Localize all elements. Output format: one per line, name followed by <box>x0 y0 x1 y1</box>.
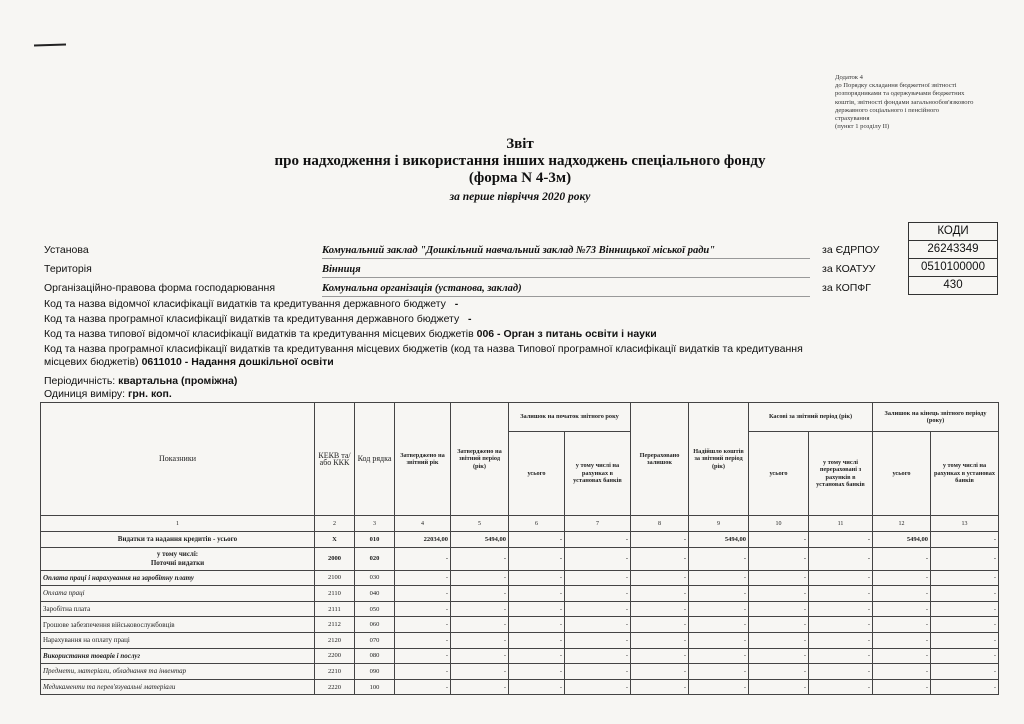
koatuu-label: за КОАТУУ <box>822 263 876 275</box>
cell-c8: - <box>631 586 689 602</box>
underline <box>322 258 810 259</box>
cell-c12: - <box>873 679 931 695</box>
col-cash-transferred: у тому числі перераховані з рахунків в установах банків <box>809 432 873 516</box>
cell-c5: 5494,00 <box>451 532 509 548</box>
cell-c12: - <box>873 664 931 680</box>
appendix-line: Додаток 4 <box>835 74 863 81</box>
col-cash-expenditures: Касові за звітний період (рік) <box>749 403 873 432</box>
cell-c4: 22034,00 <box>395 532 451 548</box>
cell-c6: - <box>509 601 565 617</box>
cell-c8: - <box>631 632 689 648</box>
cell-c6: - <box>509 648 565 664</box>
row-label: Видатки та надання кредитів - усього <box>41 532 315 548</box>
report-period: за перше півріччя 2020 року <box>449 191 591 203</box>
programna-label: Код та назва програмної класифікації видатків та кредитування державного бюджету <box>44 313 460 325</box>
cell-c8: - <box>631 547 689 570</box>
cell-kekv: 2100 <box>315 570 355 586</box>
cell-c12: - <box>873 547 931 570</box>
cell-c10: - <box>749 679 809 695</box>
cell-c8: - <box>631 664 689 680</box>
cell-c10: - <box>749 632 809 648</box>
unit-label: Одиниця виміру: <box>44 388 126 400</box>
col-transferred: Перераховано залишок <box>631 403 689 516</box>
org-form-value: Комунальна організація (установа, заклад) <box>322 283 522 294</box>
codes-box <box>908 222 998 295</box>
col-received: Надійшло коштів за звітний період (рік) <box>689 403 749 516</box>
cell-c13: - <box>931 664 999 680</box>
cell-c11: - <box>809 586 873 602</box>
cell-c4: - <box>395 570 451 586</box>
corner-pen-mark <box>34 43 66 46</box>
org-form-row <box>44 282 522 295</box>
table-row <box>41 648 999 664</box>
cell-c5: - <box>451 632 509 648</box>
cell-code: 020 <box>355 547 395 570</box>
cell-c10: - <box>749 532 809 548</box>
cell-c8: - <box>631 617 689 633</box>
cell-c9: - <box>689 648 749 664</box>
cell-kekv: 2120 <box>315 632 355 648</box>
cell-code: 010 <box>355 532 395 548</box>
cell-kekv: 2111 <box>315 601 355 617</box>
cell-c6: - <box>509 679 565 695</box>
periodicity-label: Періодичність: <box>44 375 116 387</box>
appendix-line: страхування <box>835 115 870 123</box>
cell-c10: - <box>749 664 809 680</box>
title-line-1: Звіт <box>506 136 534 152</box>
cell-c13: - <box>931 648 999 664</box>
col-number: 13 <box>931 516 999 532</box>
col-indicators: Показники <box>41 403 315 516</box>
koatuu-code: 0510100000 <box>909 259 997 277</box>
cell-c12: - <box>873 617 931 633</box>
row-label: Предмети, матеріали, обладнання та інвентар <box>41 664 315 680</box>
table-row <box>41 586 999 602</box>
cell-c9: - <box>689 601 749 617</box>
table-row <box>41 632 999 648</box>
cell-c8: - <box>631 679 689 695</box>
institution-row <box>44 244 715 257</box>
cell-kekv: 2200 <box>315 648 355 664</box>
cell-c4: - <box>395 617 451 633</box>
cell-c9: - <box>689 586 749 602</box>
row-label: Грошове забезпечення військовослужбовців <box>41 617 315 633</box>
table-row <box>41 601 999 617</box>
cell-c7: - <box>565 632 631 648</box>
cell-c6: - <box>509 617 565 633</box>
col-balance-end: Залишок на кінець звітного періоду (року) <box>873 403 999 432</box>
cell-kekv: 2110 <box>315 586 355 602</box>
institution-label: Установа <box>44 244 89 256</box>
cell-c10: - <box>749 617 809 633</box>
col-number: 5 <box>451 516 509 532</box>
col-number: 4 <box>395 516 451 532</box>
cell-c8: - <box>631 648 689 664</box>
cell-c6: - <box>509 664 565 680</box>
cell-code: 060 <box>355 617 395 633</box>
cell-c11: - <box>809 648 873 664</box>
cell-c10: - <box>749 570 809 586</box>
cell-code: 030 <box>355 570 395 586</box>
column-numbers-row <box>41 516 999 532</box>
cell-c6: - <box>509 532 565 548</box>
table-row <box>41 664 999 680</box>
cell-kekv: 2000 <box>315 547 355 570</box>
cell-c7: - <box>565 570 631 586</box>
report-table <box>40 402 999 695</box>
col-cash-total: усього <box>749 432 809 516</box>
cell-c9: 5494,00 <box>689 532 749 548</box>
cell-code: 100 <box>355 679 395 695</box>
cell-c8: - <box>631 532 689 548</box>
appendix-note <box>835 74 1010 131</box>
table-row <box>41 532 999 548</box>
typova-vidomcha-value: 006 - Орган з питань освіти і науки <box>476 328 657 340</box>
col-balance-start-total: усього <box>509 432 565 516</box>
vidomcha-row <box>44 298 458 311</box>
col-number: 2 <box>315 516 355 532</box>
row-label: Використання товарів і послуг <box>41 648 315 664</box>
cell-kekv: 2210 <box>315 664 355 680</box>
cell-c13: - <box>931 601 999 617</box>
cell-code: 090 <box>355 664 395 680</box>
territory-row <box>44 263 361 276</box>
cell-c12: - <box>873 601 931 617</box>
title-line-3: (форма N 4-3м) <box>468 170 572 186</box>
periodicity-row <box>44 375 237 388</box>
org-form-label: Організаційно-правова форма господарювання <box>44 282 275 294</box>
cell-c9: - <box>689 632 749 648</box>
col-number: 11 <box>809 516 873 532</box>
appendix-line: коштів, звітності фондами загальнообов'язкового <box>835 98 974 106</box>
col-kekv: КЕКВ та/або ККК <box>315 403 355 516</box>
row-label: Оплата праці <box>41 586 315 602</box>
cell-c7: - <box>565 547 631 570</box>
cell-c12: - <box>873 586 931 602</box>
kopfg-code: 430 <box>909 277 997 295</box>
cell-code: 080 <box>355 648 395 664</box>
col-number: 6 <box>509 516 565 532</box>
cell-c8: - <box>631 570 689 586</box>
cell-c7: - <box>565 679 631 695</box>
table-row <box>41 617 999 633</box>
cell-c5: - <box>451 648 509 664</box>
underline <box>322 277 810 278</box>
row-label: Нарахування на оплату праці <box>41 632 315 648</box>
cell-c6: - <box>509 632 565 648</box>
vidomcha-label: Код та назва відомчої класифікації видатків та кредитування державного бюджету <box>44 298 446 310</box>
cell-c5: - <box>451 586 509 602</box>
underline <box>322 296 810 297</box>
kopfg-label: за КОПФГ <box>822 282 871 294</box>
cell-c5: - <box>451 679 509 695</box>
programna-mb-row <box>44 343 824 369</box>
cell-c12: - <box>873 632 931 648</box>
header-row-1 <box>41 403 999 432</box>
cell-c13: - <box>931 632 999 648</box>
cell-c5: - <box>451 617 509 633</box>
programna-value: - <box>468 313 472 325</box>
cell-c6: - <box>509 547 565 570</box>
cell-c4: - <box>395 547 451 570</box>
col-balance-end-banks: у тому числі на рахунках в установах банків <box>931 432 999 516</box>
cell-c11: - <box>809 601 873 617</box>
periodicity-value: квартальна (проміжна) <box>118 375 238 387</box>
vidomcha-value: - <box>454 298 459 310</box>
col-number: 1 <box>41 516 315 532</box>
col-number: 10 <box>749 516 809 532</box>
cell-c5: - <box>451 601 509 617</box>
appendix-line: державного соціального і пенсійного <box>835 106 940 114</box>
cell-c7: - <box>565 586 631 602</box>
cell-c9: - <box>689 547 749 570</box>
cell-c4: - <box>395 601 451 617</box>
cell-c13: - <box>931 617 999 633</box>
row-label: Заробітна плата <box>41 601 315 617</box>
cell-c11: - <box>809 547 873 570</box>
cell-c7: - <box>565 601 631 617</box>
row-label: Оплата праці і нарахування на заробітну плату <box>41 570 315 586</box>
cell-c10: - <box>749 547 809 570</box>
col-number: 9 <box>689 516 749 532</box>
cell-c12: 5494,00 <box>873 532 931 548</box>
report-title <box>0 136 1024 203</box>
cell-c5: - <box>451 547 509 570</box>
cell-c11: - <box>809 570 873 586</box>
cell-c12: - <box>873 570 931 586</box>
unit-row <box>44 388 172 401</box>
cell-c5: - <box>451 664 509 680</box>
cell-c11: - <box>809 532 873 548</box>
edrpou-code: 26243349 <box>909 241 997 259</box>
cell-c4: - <box>395 586 451 602</box>
cell-code: 050 <box>355 601 395 617</box>
appendix-line: (пункт 1 розділу II) <box>835 123 890 131</box>
cell-c13: - <box>931 570 999 586</box>
programna-mb-label: Код та назва програмної класифікації видатків та кредитування місцевих бюджетів (код та назва Типової програмної класифікації видатків та кредитування місцевих бюджетів) <box>44 343 803 368</box>
col-approved-period: Затверджено на звітний період (рік) <box>451 403 509 516</box>
cell-c4: - <box>395 679 451 695</box>
cell-c8: - <box>631 601 689 617</box>
table-row <box>41 547 999 570</box>
programna-mb-value: 0611010 - Надання дошкільної освіти <box>141 356 334 368</box>
cell-c7: - <box>565 648 631 664</box>
col-number: 8 <box>631 516 689 532</box>
cell-c13: - <box>931 532 999 548</box>
cell-c7: - <box>565 617 631 633</box>
row-label: Медикаменти та перев'язувальні матеріали <box>41 679 315 695</box>
col-number: 3 <box>355 516 395 532</box>
appendix-line: розпорядниками та одержувачами бюджетних <box>835 90 965 98</box>
col-number: 7 <box>565 516 631 532</box>
table-body <box>41 532 999 695</box>
cell-c11: - <box>809 679 873 695</box>
cell-c9: - <box>689 570 749 586</box>
table-row <box>41 570 999 586</box>
cell-c13: - <box>931 586 999 602</box>
cell-c10: - <box>749 601 809 617</box>
title-line-2: про надходження і використання інших надходжень спеціального фонду <box>274 153 766 169</box>
cell-c12: - <box>873 648 931 664</box>
table-row <box>41 679 999 695</box>
cell-kekv: 2220 <box>315 679 355 695</box>
cell-c13: - <box>931 547 999 570</box>
col-number: 12 <box>873 516 931 532</box>
col-approved-year: Затверджено на звітний рік <box>395 403 451 516</box>
territory-value: Вінниця <box>322 264 361 275</box>
cell-c4: - <box>395 664 451 680</box>
col-balance-start: Залишок на початок звітного року <box>509 403 631 432</box>
cell-c10: - <box>749 648 809 664</box>
cell-c11: - <box>809 617 873 633</box>
cell-c9: - <box>689 664 749 680</box>
cell-c9: - <box>689 617 749 633</box>
cell-c5: - <box>451 570 509 586</box>
appendix-line: до Порядку складання бюджетної звітності <box>835 82 957 90</box>
col-balance-start-banks: у тому числі на рахунках в установах банків <box>565 432 631 516</box>
typova-vidomcha-label: Код та назва типової відомчої класифікації видатків та кредитування місцевих бюджетів <box>44 328 474 340</box>
cell-c7: - <box>565 532 631 548</box>
cell-code: 040 <box>355 586 395 602</box>
row-label: у тому числі: Поточні видатки <box>41 547 315 570</box>
typova-vidomcha-row <box>44 328 657 341</box>
col-balance-end-total: усього <box>873 432 931 516</box>
cell-c9: - <box>689 679 749 695</box>
cell-kekv: X <box>315 532 355 548</box>
programna-row <box>44 313 472 326</box>
col-row-code: Код рядка <box>355 403 395 516</box>
cell-c7: - <box>565 664 631 680</box>
cell-c10: - <box>749 586 809 602</box>
cell-c6: - <box>509 570 565 586</box>
cell-c6: - <box>509 586 565 602</box>
unit-value: грн. коп. <box>128 388 172 400</box>
cell-c11: - <box>809 664 873 680</box>
codes-header: КОДИ <box>909 223 997 241</box>
edrpou-label: за ЄДРПОУ <box>822 244 880 256</box>
cell-c13: - <box>931 679 999 695</box>
territory-label: Територія <box>44 263 92 275</box>
cell-c4: - <box>395 648 451 664</box>
cell-c11: - <box>809 632 873 648</box>
cell-kekv: 2112 <box>315 617 355 633</box>
cell-code: 070 <box>355 632 395 648</box>
cell-c4: - <box>395 632 451 648</box>
institution-value: Комунальний заклад "Дошкільний навчальний заклад №73 Вінницької міської ради" <box>322 245 716 256</box>
